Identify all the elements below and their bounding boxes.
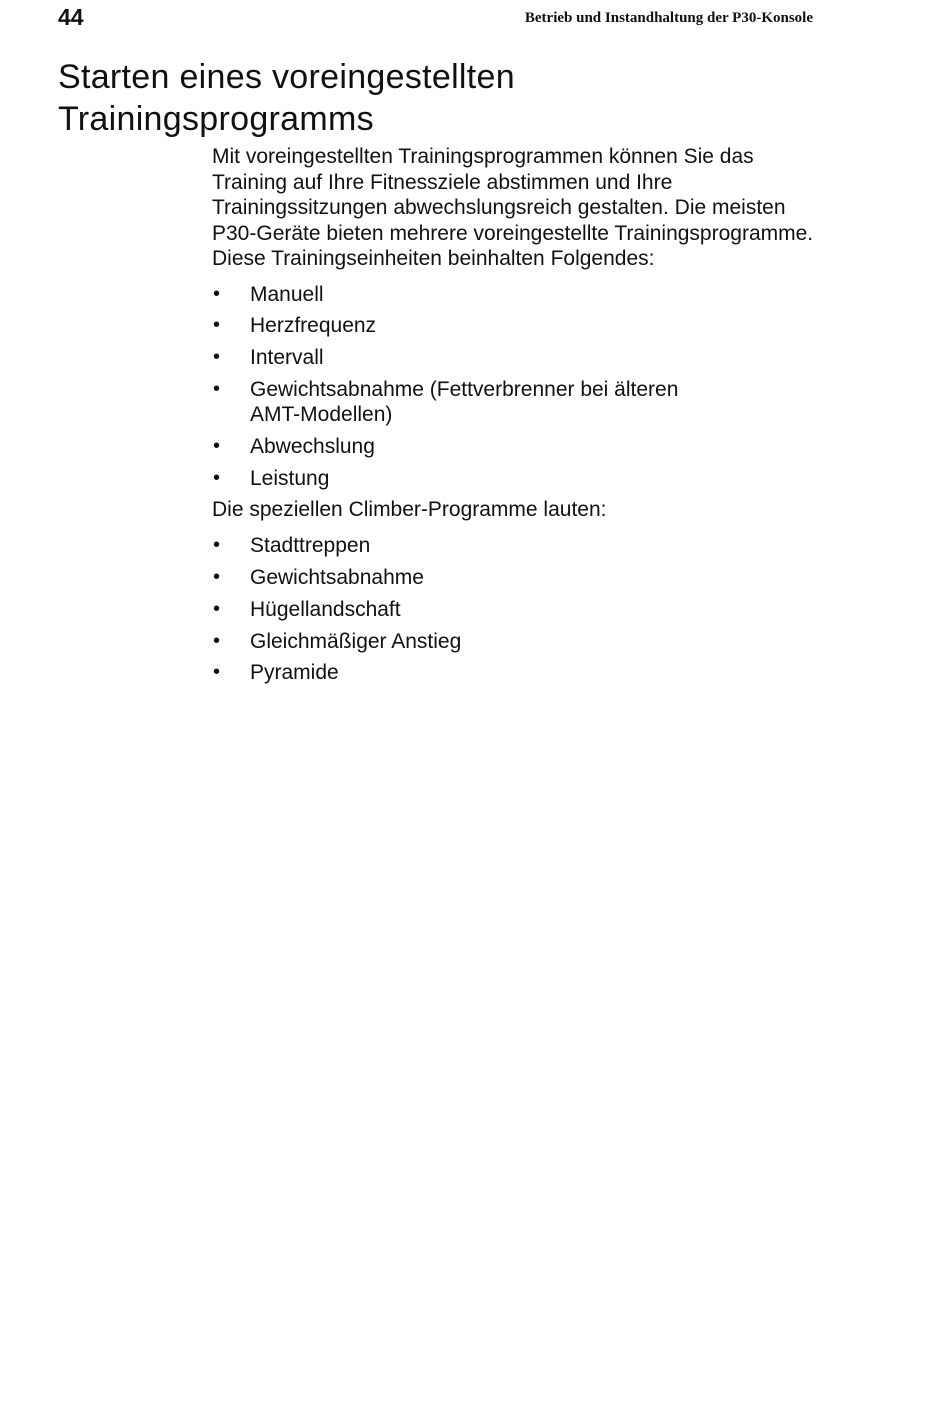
list-item-label: Abwechslung	[250, 435, 375, 459]
list-item-label: Herzfrequenz	[250, 314, 377, 338]
intro-paragraph: Mit voreingestellten Trainingsprogrammen können Sie das Training auf Ihre Fitnessziele abstimmen und Ihre Trainingssitzungen abwechslungsreich gestalten. Die meisten P30-Geräte bieten mehrere voreingestellte Trainingsprogramme. Diese Trainingseinheiten beinhalten Folgendes:	[212, 145, 814, 270]
list-item-label: Leistung	[250, 466, 330, 490]
list-item	[212, 434, 832, 460]
list-item	[212, 377, 832, 428]
list-item-label: Hügellandschaft	[250, 597, 401, 621]
bullet-icon: •	[213, 435, 221, 458]
bullet-icon: •	[213, 629, 221, 652]
bullet-icon: •	[213, 534, 221, 557]
list-item	[212, 533, 832, 559]
bullet-icon: •	[213, 597, 221, 620]
bullet-icon: •	[213, 346, 221, 369]
program-list	[212, 282, 832, 492]
list-item	[212, 282, 832, 308]
list-item-label: Manuell	[250, 282, 324, 306]
list-item	[212, 345, 832, 371]
list-item	[212, 565, 832, 591]
list-item	[212, 629, 832, 655]
list-item-label: Gewichtsabnahme	[250, 566, 424, 590]
list-item	[212, 313, 832, 339]
bullet-icon: •	[213, 466, 221, 489]
list-item-label: Stadttreppen	[250, 534, 371, 558]
climber-intro: Die speziellen Climber-Programme lauten:	[212, 497, 607, 521]
list-item-label: Intervall	[250, 346, 324, 370]
section-body	[212, 144, 832, 692]
bullet-icon: •	[213, 314, 221, 337]
bullet-icon: •	[213, 566, 221, 589]
list-item-label: Gleichmäßiger Anstieg	[250, 629, 462, 653]
list-item	[212, 466, 832, 492]
climber-program-list	[212, 533, 832, 686]
list-item-label: Pyramide	[250, 661, 339, 685]
bullet-icon: •	[213, 377, 221, 400]
list-item	[212, 597, 832, 623]
running-header: Betrieb und Instandhaltung der P30-Konsole	[524, 10, 813, 26]
list-item-label: Gewichtsabnahme (Fettverbrenner bei älteren AMT-Modellen)	[250, 377, 679, 427]
bullet-icon: •	[213, 661, 221, 684]
bullet-icon: •	[213, 282, 221, 305]
list-item	[212, 660, 832, 686]
section-title: Starten eines voreingestellten Trainingsprogramms	[58, 58, 515, 138]
page-number: 44	[58, 4, 84, 30]
